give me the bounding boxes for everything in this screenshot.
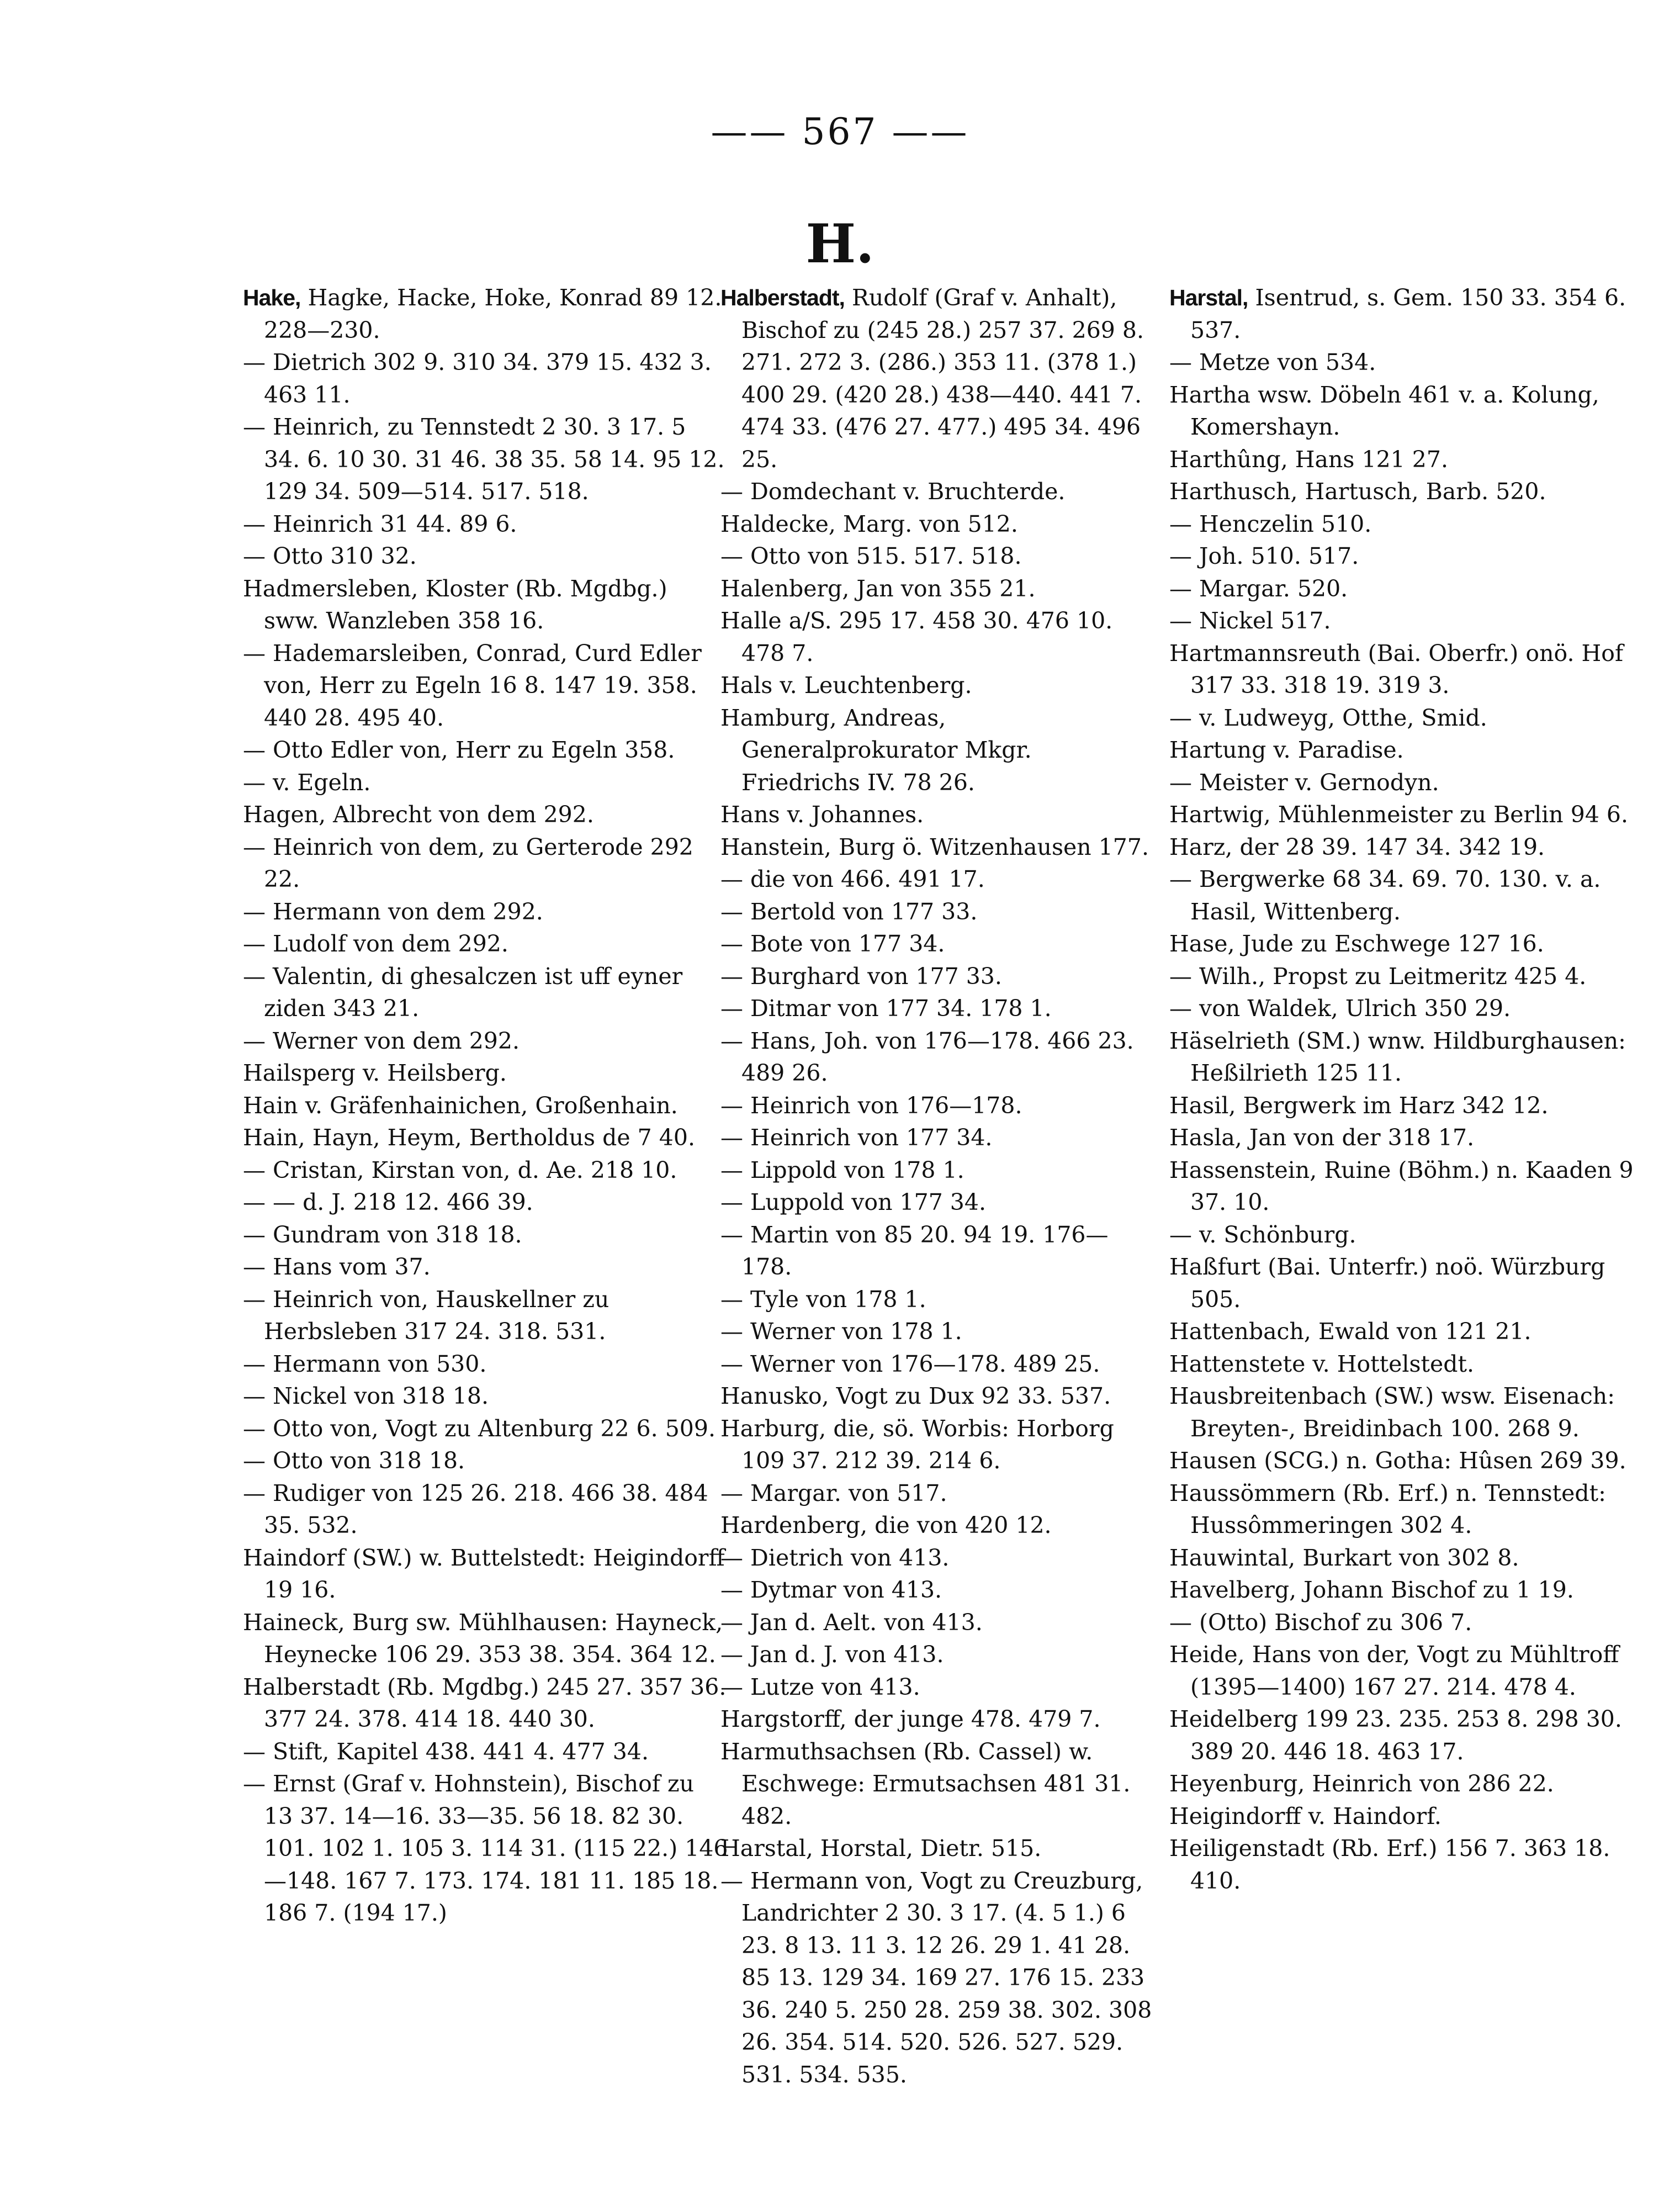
index-entry [720, 1606, 1157, 1639]
entry-text: — Ernst (Graf v. Hohnstein), Bischof zu 13 37. 14—16. 33—35. 56 18. 82 30. 101. 102 1. 105 3. 114 31. (115 22.) 146—148. 167 7. 173. 174. 181 11. 185 18. 186 7. (194 17.) [243, 1770, 728, 1926]
index-entry [720, 1832, 1157, 1865]
entry-text: — Otto Edler von, Herr zu Egeln 358. [243, 737, 675, 763]
index-entry [1169, 1606, 1644, 1639]
index-entry [1169, 637, 1644, 702]
entry-text: — Werner von dem 292. [243, 1027, 520, 1054]
entry-text: — Stift, Kapitel 438. 441 4. 477 34. [243, 1738, 649, 1765]
index-entry [1169, 508, 1644, 541]
entry-text: Halle a/S. 295 17. 458 30. 476 10. 478 7. [720, 607, 1113, 667]
index-entry [720, 1865, 1157, 2091]
index-entry [720, 540, 1157, 573]
entry-text: Häselrieth (SM.) wnw. Hildburghausen: Heßilrieth 125 11. [1169, 1027, 1626, 1086]
entry-text: — Heinrich, zu Tennstedt 2 30. 3 17. 5 34. 6. 10 30. 31 46. 38 35. 58 14. 95 12. 129 34. 509—514. 517. 518. [243, 414, 725, 505]
entry-text: — die von 466. 491 17. [720, 866, 985, 892]
index-entry [1169, 863, 1644, 928]
index-entry [720, 1348, 1157, 1381]
index-entry [1169, 734, 1644, 766]
entry-text: Hausbreitenbach (SW.) wsw. Eisenach: Breyten-, Breidinbach 100. 268 9. [1169, 1383, 1615, 1442]
index-entry [243, 1025, 729, 1058]
index-column-3 [1169, 282, 1644, 1897]
index-entry [243, 1057, 729, 1090]
index-entry [243, 1283, 729, 1348]
index-entry [1169, 1542, 1644, 1574]
index-entry [243, 1251, 729, 1283]
entry-text: — Bergwerke 68 34. 69. 70. 130. v. a. Hasil, Wittenberg. [1169, 866, 1601, 925]
index-entry [720, 799, 1157, 831]
index-entry [243, 1154, 729, 1187]
index-entry [1169, 1768, 1644, 1800]
entry-text: Havelberg, Johann Bischof zu 1 19. [1169, 1577, 1574, 1603]
entry-headword: Hake, [243, 285, 301, 310]
index-entry [243, 508, 729, 541]
entry-text: — Rudiger von 125 26. 218. 466 38. 484 35. 532. [243, 1479, 708, 1538]
entry-text: — Ditmar von 177 34. 178 1. [720, 995, 1052, 1022]
index-entry [243, 1186, 729, 1219]
entry-text: — Dietrich von 413. [720, 1544, 950, 1571]
index-entry [243, 1090, 729, 1122]
entry-text: — Lutze von 413. [720, 1673, 920, 1700]
entry-text: — Henczelin 510. [1169, 510, 1372, 537]
entry-text: Hartmannsreuth (Bai. Oberfr.) onö. Hof 317 33. 318 19. 319 3. [1169, 639, 1624, 699]
entry-text: Haussömmern (Rb. Erf.) n. Tennstedt: Hussômmeringen 302 4. [1169, 1479, 1606, 1538]
entry-text: Halenberg, Jan von 355 21. [720, 575, 1036, 602]
index-entry [1169, 960, 1644, 993]
entry-text: — Tyle von 178 1. [720, 1286, 926, 1313]
entry-text: — Ludolf von dem 292. [243, 930, 508, 957]
index-entry [243, 831, 729, 896]
entry-text: Hardenberg, die von 420 12. [720, 1512, 1052, 1538]
entry-text: Haineck, Burg sw. Mühlhausen: Hayneck, Heynecke 106 29. 353 38. 354. 364 12. [243, 1609, 723, 1668]
index-entry [1169, 702, 1644, 734]
entry-text: — Domdechant v. Bruchterde. [720, 478, 1066, 505]
index-entry [243, 1477, 729, 1542]
entry-text: — Heinrich von, Hauskellner zu Herbsleben 317 24. 318. 531. [243, 1286, 610, 1345]
index-entry [1169, 831, 1644, 864]
entry-text: Hattenstete v. Hottelstedt. [1169, 1350, 1475, 1377]
entry-text: — — d. J. 218 12. 466 39. [243, 1189, 533, 1215]
section-letter: H. [805, 213, 875, 275]
index-entry [1169, 1638, 1644, 1703]
entry-text: — Hermann von, Vogt zu Creuzburg, Landrichter 2 30. 3 17. (4. 5 1.) 6 23. 8 13. 11 3. 12 26. 29 1. 41 28. 85 13. 129 34. 169 27. 176 15. 233 36. 240 5. 250 28. 259 38. 302. 308 26. 354. 514. 520. 526. 527. 529. 531. 534. 535. [720, 1867, 1152, 2088]
index-entry [720, 863, 1157, 896]
entry-text: — Otto von 318 18. [243, 1447, 465, 1474]
index-entry [720, 1219, 1157, 1283]
index-entry [720, 1542, 1157, 1574]
index-entry [720, 1154, 1157, 1187]
index-entry [720, 1315, 1157, 1348]
entry-text: — Nickel 517. [1169, 607, 1331, 634]
entry-text: Hattenbach, Ewald von 121 21. [1169, 1318, 1531, 1345]
index-entry [1169, 1154, 1644, 1219]
entry-text: Isentrud, s. Gem. 150 33. 354 6. 537. [1190, 284, 1626, 343]
index-entry [1169, 1380, 1644, 1445]
index-entry [720, 960, 1157, 993]
entry-text: — Wilh., Propst zu Leitmeritz 425 4. [1169, 963, 1587, 990]
entry-text: — Gundram von 318 18. [243, 1221, 522, 1248]
index-entry [720, 1638, 1157, 1671]
entry-text: — Jan d. J. von 413. [720, 1641, 944, 1668]
index-entry [243, 928, 729, 960]
entry-text: — v. Ludweyg, Otthe, Smid. [1169, 704, 1487, 731]
entry-text: — Hademarsleiben, Conrad, Curd Edler von, Herr zu Egeln 16 8. 147 19. 358. 440 28. 495 40. [243, 639, 702, 731]
entry-text: — von Waldek, Ulrich 350 29. [1169, 995, 1511, 1022]
index-entry [720, 508, 1157, 541]
entry-text: Halberstadt (Rb. Mgdbg.) 245 27. 357 36. 377 24. 378. 414 18. 440 30. [243, 1673, 727, 1732]
entry-text: Harz, der 28 39. 147 34. 342 19. [1169, 833, 1545, 860]
index-entry [1169, 1219, 1644, 1251]
index-entry [720, 1736, 1157, 1833]
index-entry [1169, 1251, 1644, 1315]
entry-text: — Metze von 534. [1169, 349, 1376, 376]
entry-text: — Dietrich 302 9. 310 34. 379 15. 432 3. 463 11. [243, 349, 712, 408]
entry-text: — Lippold von 178 1. [720, 1156, 964, 1183]
entry-text: Rudolf (Graf v. Anhalt), Bischof zu (245 28.) 257 37. 269 8. 271. 272 3. (286.) 353 11. (378 1.) 400 29. (420 28.) 438—440. 441 7. 474 33. (476 27. 477.) 495 34. 496 25. [741, 284, 1144, 473]
entry-text: Haldecke, Marg. von 512. [720, 510, 1018, 537]
entry-text: Hailsperg v. Heilsberg. [243, 1060, 507, 1086]
index-entry [720, 1703, 1157, 1736]
entry-text: — Otto 310 32. [243, 543, 417, 569]
index-entry [243, 896, 729, 928]
entry-text: Hasla, Jan von der 318 17. [1169, 1124, 1475, 1151]
entry-text: Hagke, Hacke, Hoke, Konrad 89 12. 228—230. [264, 284, 722, 343]
entry-text: Hain v. Gräfenhainichen, Großenhain. [243, 1092, 678, 1119]
index-entry [1169, 1445, 1644, 1477]
index-entry [720, 1283, 1157, 1316]
entry-text: — Bote von 177 34. [720, 930, 945, 957]
entry-text: Hartung v. Paradise. [1169, 737, 1404, 763]
index-entry [1169, 1703, 1644, 1768]
entry-text: Hain, Hayn, Heym, Bertholdus de 7 40. [243, 1124, 695, 1151]
entry-text: — v. Schönburg. [1169, 1221, 1356, 1248]
index-entry [720, 1122, 1157, 1154]
index-entry [243, 573, 729, 637]
index-entry [243, 282, 729, 346]
entry-text: Heidelberg 199 23. 235. 253 8. 298 30. 389 20. 446 18. 463 17. [1169, 1706, 1622, 1765]
entry-text: — Luppold von 177 34. [720, 1189, 987, 1215]
index-entry [1169, 475, 1644, 508]
index-entry [243, 1413, 729, 1445]
index-entry [720, 1574, 1157, 1606]
entry-headword: Harstal, [1169, 285, 1248, 310]
index-entry [1169, 282, 1644, 346]
index-entry [1169, 799, 1644, 831]
index-entry [1169, 1574, 1644, 1606]
index-entry [720, 669, 1157, 702]
entry-text: Hanstein, Burg ö. Witzenhausen 177. [720, 833, 1149, 860]
index-entry [1169, 346, 1644, 379]
entry-text: Haßfurt (Bai. Unterfr.) noö. Würzburg 505. [1169, 1254, 1605, 1313]
entry-text: Harstal, Horstal, Dietr. 515. [720, 1835, 1042, 1862]
index-entry [720, 928, 1157, 960]
page-number: —— 567 —— [711, 110, 969, 153]
index-entry [243, 1122, 729, 1154]
index-column-1 [243, 282, 729, 1929]
index-entry [1169, 1122, 1644, 1154]
entry-text: Hartha wsw. Döbeln 461 v. a. Kolung, Komershayn. [1169, 381, 1599, 440]
entry-text: Heiligenstadt (Rb. Erf.) 156 7. 363 18. 410. [1169, 1835, 1610, 1894]
entry-text: Hadmersleben, Kloster (Rb. Mgdbg.) sww. Wanzleben 358 16. [243, 575, 667, 634]
index-entry [720, 475, 1157, 508]
entry-text: — Hermann von 530. [243, 1350, 487, 1377]
entry-text: — Heinrich 31 44. 89 6. [243, 510, 517, 537]
index-entry [243, 1380, 729, 1413]
index-entry [243, 637, 729, 734]
entry-text: — Heinrich von 176—178. [720, 1092, 1022, 1119]
index-entry [720, 1671, 1157, 1704]
entry-text: — Hermann von dem 292. [243, 898, 543, 925]
index-entry [1169, 1090, 1644, 1122]
entry-text: Hamburg, Andreas, Generalprokurator Mkgr. Friedrichs IV. 78 26. [720, 704, 1032, 796]
entry-text: — Martin von 85 20. 94 19. 176—178. [720, 1221, 1109, 1280]
index-column-2 [720, 282, 1157, 2091]
entry-text: — Joh. 510. 517. [1169, 543, 1359, 569]
index-entry [1169, 766, 1644, 799]
index-entry [1169, 1025, 1644, 1090]
entry-text: Heigindorff v. Haindorf. [1169, 1802, 1441, 1830]
entry-text: Harburg, die, sö. Worbis: Horborg 109 37. 212 39. 214 6. [720, 1415, 1114, 1474]
index-entry [720, 605, 1157, 669]
entry-text: Haindorf (SW.) w. Buttelstedt: Heigindorff 19 16. [243, 1544, 725, 1603]
index-entry [243, 1671, 729, 1736]
index-entry [1169, 573, 1644, 605]
index-entry [1169, 992, 1644, 1025]
entry-text: Hausen (SCG.) n. Gotha: Hûsen 269 39. [1169, 1447, 1626, 1474]
index-entry [720, 1090, 1157, 1122]
index-entry [243, 411, 729, 508]
entry-text: Harmuthsachsen (Rb. Cassel) w. Eschwege: Ermutsachsen 481 31. 482. [720, 1738, 1131, 1830]
entry-text: Hauwintal, Burkart von 302 8. [1169, 1544, 1519, 1571]
entry-text: — Nickel von 318 18. [243, 1383, 489, 1409]
index-entry [1169, 1348, 1644, 1381]
entry-text: — Hans, Joh. von 176—178. 466 23. 489 26. [720, 1027, 1134, 1086]
entry-text: Harthûng, Hans 121 27. [1169, 446, 1448, 473]
index-entry [720, 1025, 1157, 1090]
entry-text: Heyenburg, Heinrich von 286 22. [1169, 1770, 1554, 1797]
index-entry [720, 831, 1157, 864]
entry-text: Hanusko, Vogt zu Dux 92 33. 537. [720, 1383, 1111, 1409]
entry-text: Hargstorff, der junge 478. 479 7. [720, 1706, 1101, 1732]
entry-text: — Cristan, Kirstan von, d. Ae. 218 10. [243, 1156, 677, 1183]
entry-text: — Hans vom 37. [243, 1254, 431, 1280]
index-entry [243, 1542, 729, 1606]
entry-text: Hartwig, Mühlenmeister zu Berlin 94 6. [1169, 801, 1629, 828]
entry-text: Hagen, Albrecht von dem 292. [243, 801, 594, 828]
index-entry [1169, 1477, 1644, 1542]
entry-text: — Bertold von 177 33. [720, 898, 978, 925]
index-entry [243, 960, 729, 1025]
index-entry [720, 896, 1157, 928]
index-entry [1169, 1315, 1644, 1348]
index-entry [1169, 1832, 1644, 1897]
entry-text: — Werner von 178 1. [720, 1318, 962, 1345]
index-entry [1169, 1800, 1644, 1833]
entry-text: — Burghard von 177 33. [720, 963, 1002, 990]
index-entry [243, 799, 729, 831]
entry-text: — Heinrich von dem, zu Gerterode 292 22. [243, 833, 693, 892]
entry-text: — (Otto) Bischof zu 306 7. [1169, 1609, 1472, 1636]
entry-text: Hans v. Johannes. [720, 801, 924, 828]
entry-headword: Halberstadt, [720, 285, 845, 310]
entry-text: — Valentin, di ghesalczen ist uff eyner ziden 343 21. [243, 963, 683, 1022]
index-entry [720, 992, 1157, 1025]
entry-text: Hase, Jude zu Eschwege 127 16. [1169, 930, 1544, 957]
index-entry [720, 573, 1157, 605]
entry-text: Hasil, Bergwerk im Harz 342 12. [1169, 1092, 1549, 1119]
index-entry [243, 1219, 729, 1251]
entry-text: Harthusch, Hartusch, Barb. 520. [1169, 478, 1546, 505]
index-entry [720, 1413, 1157, 1477]
entry-text: Heide, Hans von der, Vogt zu Mühltroff (1395—1400) 167 27. 214. 478 4. [1169, 1641, 1619, 1700]
entry-text: — Jan d. Aelt. von 413. [720, 1609, 983, 1636]
index-entry [1169, 443, 1644, 476]
index-entry [1169, 379, 1644, 443]
index-entry [243, 540, 729, 573]
index-entry [243, 1445, 729, 1477]
entry-text: — Heinrich von 177 34. [720, 1124, 993, 1151]
index-entry [243, 1736, 729, 1768]
entry-text: — Margar. 520. [1169, 575, 1348, 602]
index-entry [720, 282, 1157, 475]
index-entry [720, 702, 1157, 799]
index-entry [243, 1768, 729, 1929]
entry-text: — Dytmar von 413. [720, 1577, 942, 1603]
index-entry [720, 1380, 1157, 1413]
index-entry [720, 1477, 1157, 1510]
entry-text: Hassenstein, Ruine (Böhm.) n. Kaaden 9 37. 10. [1169, 1156, 1634, 1215]
entry-text: — Otto von, Vogt zu Altenburg 22 6. 509. [243, 1415, 716, 1442]
index-entry [243, 1348, 729, 1381]
entry-text: — Margar. von 517. [720, 1479, 947, 1506]
index-entry [243, 766, 729, 799]
index-entry [1169, 605, 1644, 637]
entry-text: — Werner von 176—178. 489 25. [720, 1350, 1100, 1377]
index-entry [720, 1186, 1157, 1219]
index-entry [720, 1509, 1157, 1542]
entry-text: Hals v. Leuchtenberg. [720, 672, 972, 699]
index-entry [1169, 928, 1644, 960]
index-entry [243, 734, 729, 766]
entry-text: — Otto von 515. 517. 518. [720, 543, 1022, 569]
index-entry [243, 1606, 729, 1671]
entry-text: — v. Egeln. [243, 769, 371, 796]
index-entry [1169, 540, 1644, 573]
entry-text: — Meister v. Gernodyn. [1169, 769, 1439, 796]
index-entry [243, 346, 729, 411]
